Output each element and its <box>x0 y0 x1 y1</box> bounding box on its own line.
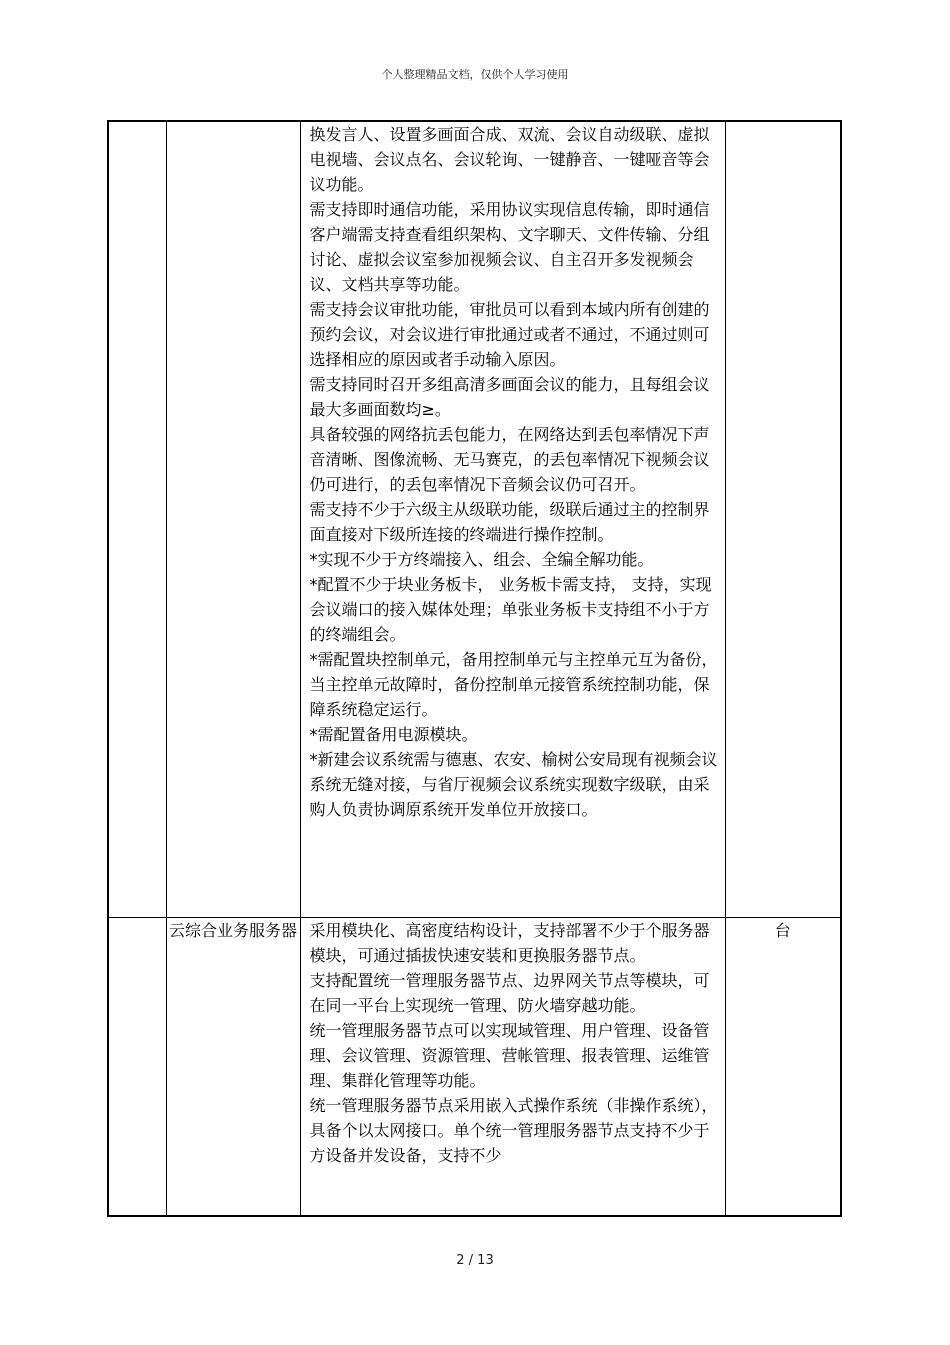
description-paragraph: 支持配置统一管理服务器节点、边界网关节点等模块，可在同一平台上实现统一管理、防火墙穿越功能。 <box>309 971 710 1015</box>
item-name-cell: 云综合业务服务器 <box>166 918 300 1217</box>
table-row <box>108 121 841 918</box>
spec-table <box>107 120 842 1217</box>
description-paragraph: 具备较强的网络抗丢包能力，在网络达到丢包率情况下声音清晰、图像流畅、无马赛克，的丢包率情况下视频会议仍可进行，的丢包率情况下音频会议仍可召开。 <box>309 425 710 494</box>
item-unit-cell: 台 <box>725 918 841 1217</box>
description-paragraph: 换发言人、设置多画面合成、双流、会议自动级联、虚拟电视墙、会议点名、会议轮询、一键静音、一键哑音等会议功能。 <box>309 125 710 194</box>
item-name-cell <box>166 121 300 918</box>
description-paragraph: 采用模块化、高密度结构设计，支持部署不少于个服务器模块，可通过插拔快速安装和更换服务器节点。 <box>309 921 710 965</box>
description-paragraph: *配置不少于块业务板卡， 业务板卡需支持， 支持，实现会议端口的接入媒体处理；单张业务板卡支持组不小于方的终端组会。 <box>309 575 712 644</box>
table-row <box>108 918 841 1217</box>
item-unit-cell <box>725 121 841 918</box>
item-description-cell <box>300 121 725 918</box>
description-paragraph: 需支持同时召开多组高清多画面会议的能力，且每组会议最大多画面数均≥。 <box>309 375 710 419</box>
description-paragraph: *需配置备用电源模块。 <box>309 725 478 744</box>
page-number: 2 / 13 <box>456 1253 494 1268</box>
description-paragraph: 需支持即时通信功能，采用协议实现信息传输，即时通信客户端需支持查看组织架构、文字聊天、文件传输、分组讨论、虚拟会议室参加视频会议、自主召开多发视频会议、文档共享等功能。 <box>309 200 710 294</box>
description-paragraph: *需配置块控制单元，备用控制单元与主控单元互为备份，当主控单元故障时，备份控制单元接管系统控制功能，保障系统稳定运行。 <box>309 650 718 719</box>
description-paragraph: *实现不少于方终端接入、组会、全编全解功能。 <box>309 550 654 569</box>
item-description-cell <box>300 918 725 1217</box>
description-paragraph: 需支持不少于六级主从级联功能，级联后通过主的控制界面直接对下级所连接的终端进行操作控制。 <box>309 500 710 544</box>
item-number-cell <box>108 121 166 918</box>
page-header: 个人整理精品文档，仅供个人学习使用 <box>381 68 569 81</box>
description-paragraph: 统一管理服务器节点采用嵌入式操作系统（非操作系统），具备个以太网接口。单个统一管理服务器节点支持不少于方设备并发设备，支持不少 <box>309 1096 718 1165</box>
description-paragraph: 需支持会议审批功能，审批员可以看到本域内所有创建的预约会议，对会议进行审批通过或者不通过，不通过则可选择相应的原因或者手动输入原因。 <box>309 300 710 369</box>
description-paragraph: *新建会议系统需与德惠、农安、榆树公安局现有视频会议系统无缝对接，与省厅视频会议系统实现数字级联，由采购人负责协调原系统开发单位开放接口。 <box>309 750 718 819</box>
item-number-cell <box>108 918 166 1217</box>
description-paragraph: 统一管理服务器节点可以实现域管理、用户管理、设备管理、会议管理、资源管理、营帐管理、报表管理、运维管理、集群化管理等功能。 <box>309 1021 710 1090</box>
